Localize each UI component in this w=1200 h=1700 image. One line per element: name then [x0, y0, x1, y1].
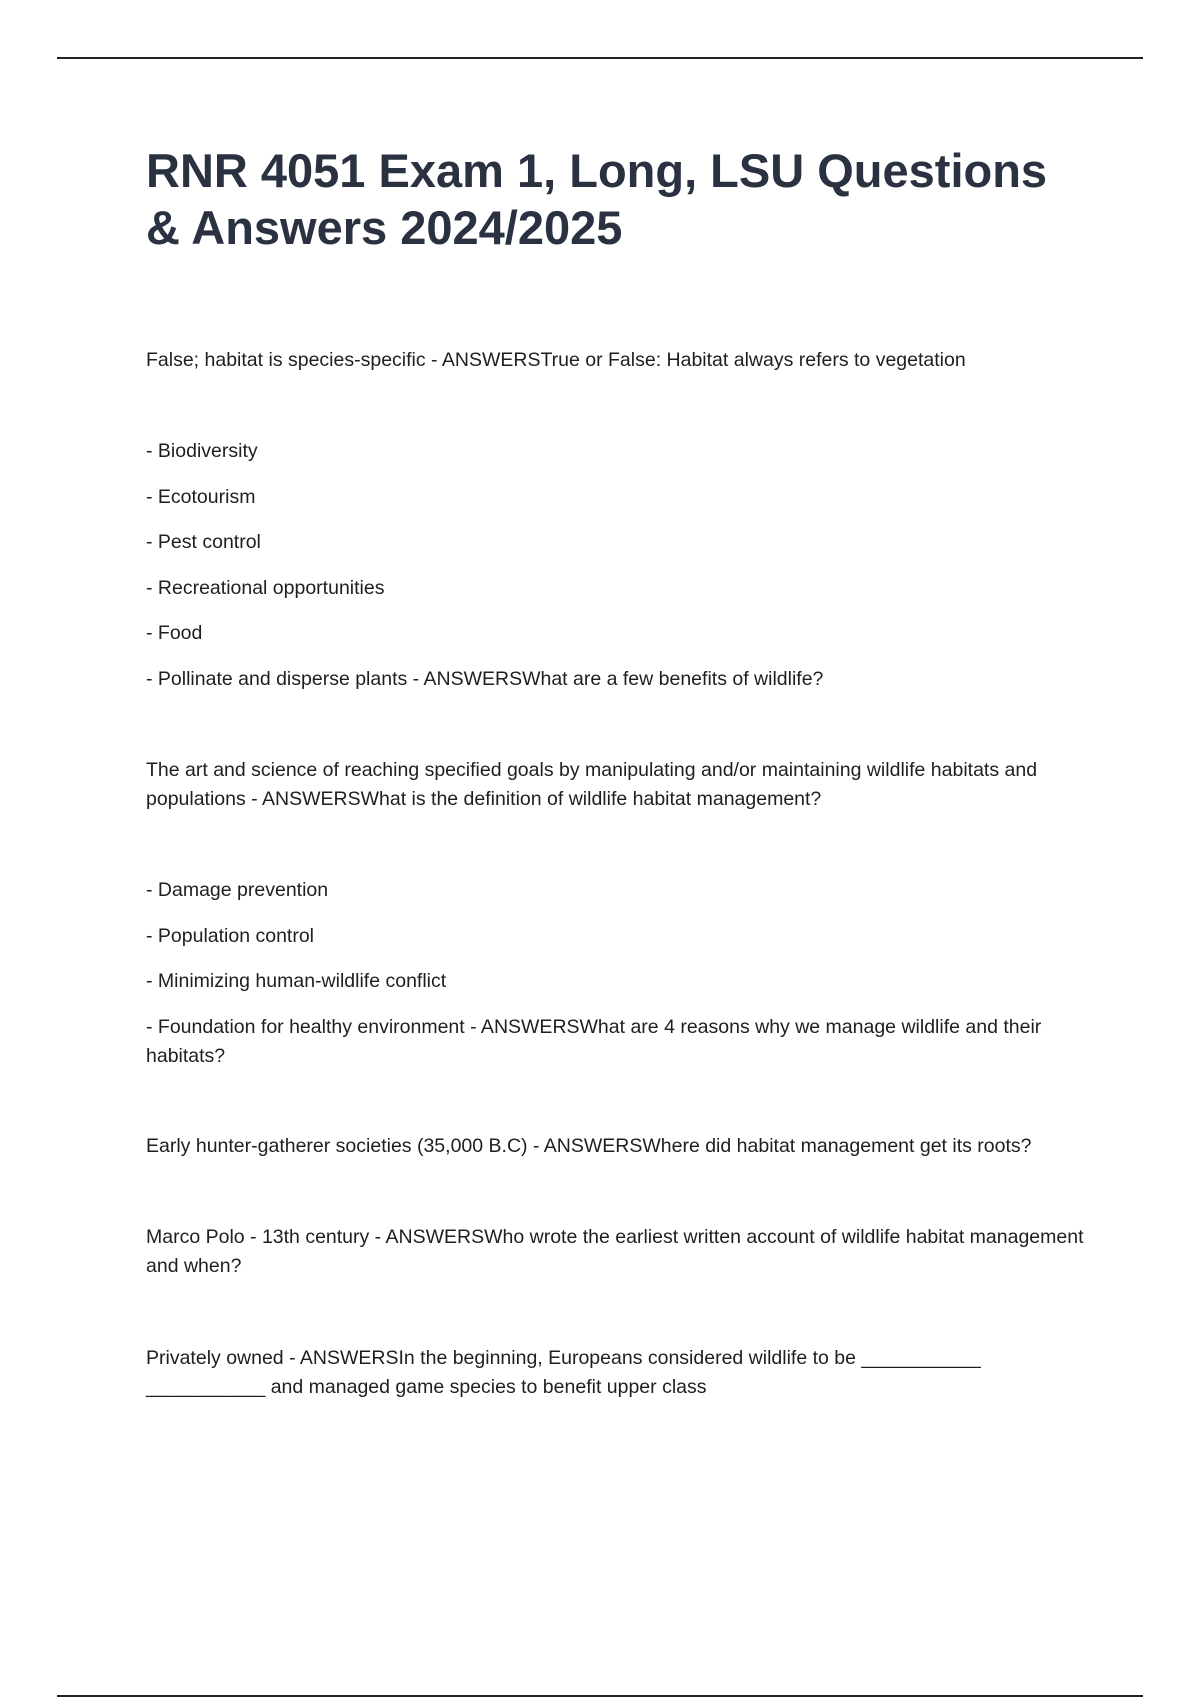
page-title: RNR 4051 Exam 1, Long, LSU Questions & Answers 2024/2025 [146, 144, 1048, 254]
list-item: - Population control [146, 924, 315, 947]
qa-entry-7: Privately owned - ANSWERSIn the beginning, Europeans considered wildlife to be ___________ ___________ and managed game species to benefit upper class [146, 1347, 981, 1398]
qa-entry-5: Early hunter-gatherer societies (35,000 B.C) - ANSWERSWhere did habitat management get its roots? [146, 1135, 1032, 1157]
qa-entry-6: Marco Polo - 13th century - ANSWERSWho wrote the earliest written account of wildlife habitat management and when? [146, 1226, 1084, 1277]
list-item: - Biodiversity [146, 440, 258, 462]
qa-list-benefits [146, 437, 1086, 711]
list-item: - Foundation for healthy environment - ANSWERSWhat are 4 reasons why we manage wildlife and their habitats? [146, 1015, 1042, 1067]
list-item: - Minimizing human-wildlife conflict [146, 970, 447, 993]
qa-entry-1: False; habitat is species-specific - ANSWERSTrue or False: Habitat always refers to vegetation [146, 349, 966, 371]
list-item: - Recreational opportunities [146, 576, 385, 599]
list-item: - Pest control [146, 531, 261, 554]
list-item: - Pollinate and disperse plants - ANSWERSWhat are a few benefits of wildlife? [146, 667, 824, 690]
qa-list-reasons [146, 876, 1086, 1087]
list-item: - Ecotourism [146, 485, 256, 508]
qa-entry-3: The art and science of reaching specified goals by manipulating and/or maintaining wildlife habitats and populations - ANSWERSWhat is the definition of wildlife habitat management? [146, 759, 1038, 810]
list-item: - Food [146, 622, 203, 645]
list-item: - Damage prevention [146, 879, 329, 901]
footer-rule [57, 1695, 1143, 1697]
header-rule [57, 57, 1143, 59]
